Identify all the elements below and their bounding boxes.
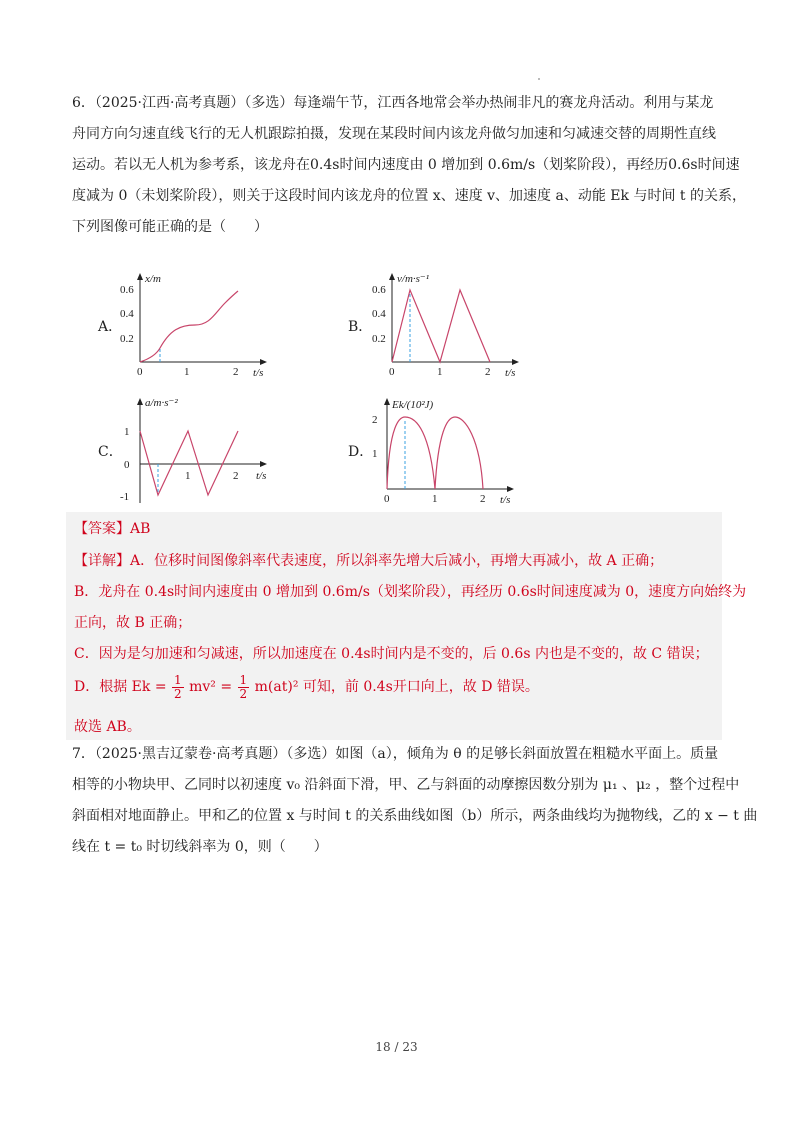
graph-d-ytick: 1 [372, 448, 378, 460]
graph-b-ytick: 0.2 [372, 333, 386, 345]
graph-d-xtick: 2 [480, 493, 486, 505]
graph-d-xtick: 1 [432, 493, 438, 505]
detail-5-mid: mv² = [189, 679, 233, 695]
question-7-text [72, 739, 758, 863]
graph-b-xlabel: t/s [505, 367, 516, 379]
graph-c-ylabel: a/m·s⁻² [145, 397, 178, 409]
frac-numerator: 1 [174, 672, 182, 687]
graph-a-xtick: 1 [184, 366, 190, 378]
graph-b-curve [392, 290, 490, 362]
page-number: 18 / 23 [375, 1040, 418, 1054]
detail-line-2: B．龙舟在 0.4s时间内速度由 0 增加到 0.6m/s（划桨阶段），再经历 0.6s时间速度减为 0，速度方向始终为 [74, 584, 747, 600]
graph-c-ytick: 0 [124, 459, 130, 471]
graph-a-xlabel: t/s [253, 367, 264, 379]
graph-b-xtick: 1 [437, 366, 443, 378]
answer-line: 【答案】AB [74, 521, 151, 537]
frac-denominator: 2 [174, 686, 182, 701]
option-a-label: A． [98, 319, 123, 335]
graph-a-xtick: 0 [137, 366, 143, 378]
graph-a-ytick: 0.4 [120, 308, 134, 320]
fraction-one-half [238, 674, 250, 701]
option-d-label: D． [348, 444, 374, 460]
option-c-label: C． [98, 444, 123, 460]
graph-a-ytick: 0.6 [120, 284, 134, 296]
graph-d-ytick: 2 [372, 414, 378, 426]
fraction-one-half [172, 674, 184, 701]
graph-d-curve [387, 417, 483, 489]
graph-c-xtick: 1 [185, 470, 191, 482]
option-b-label: B． [348, 319, 373, 335]
graph-c-curve [140, 431, 238, 495]
detail-line-5 [74, 672, 539, 702]
graph-b-ylabel: v/m·s⁻¹ [397, 273, 430, 285]
graph-a-curve [140, 291, 238, 362]
graph-b-xtick: 0 [389, 366, 395, 378]
question-6-line: 度减为 0（未划桨阶段），则关于这段时间内该龙舟的位置 x、速度 v、加速度 a、动能 Ek 与时间 t 的关系， [72, 188, 746, 204]
frac-numerator: 1 [239, 672, 248, 687]
graph-b [362, 268, 532, 378]
graph-a [110, 268, 280, 378]
question-6-line: 运动。若以无人机为参考系，该龙舟在0.4s时间内速度由 0 增加到 0.6m/s（划桨阶段），再经历0.6s时间速 [72, 157, 740, 173]
graph-c-ytick: 1 [124, 426, 130, 438]
question-7-line: 线在 t = t₀ 时切线斜率为 0，则（ ） [72, 839, 328, 855]
detail-line-1: 【详解】A．位移时间图像斜率代表速度，所以斜率先增大后减小，再增大再减小，故 A 正确； [74, 553, 664, 569]
graph-b-ytick: 0.4 [372, 308, 386, 320]
graph-c-xtick: 2 [233, 470, 239, 482]
question-6-line: 6．（2025·江西·高考真题）（多选）每逢端午节，江西各地常会举办热闹非凡的赛龙舟活动。利用与某龙 [72, 95, 714, 111]
graph-d-xlabel: t/s [500, 494, 511, 506]
question-6-line: 下列图像可能正确的是（ ） [72, 219, 268, 235]
question-7-line: 斜面相对地面静止。甲和乙的位置 x 与时间 t 的关系曲线如图（b）所示，两条曲线均为抛物线，乙的 x − t 曲 [72, 808, 758, 824]
decorative-dot [538, 78, 540, 80]
detail-line-4: C．因为是匀加速和匀减速，所以加速度在 0.4s时间内是不变的，后 0.6s 内也是不变的，故 C 错误； [74, 646, 709, 662]
graph-d-xtick: 0 [384, 493, 390, 505]
detail-line-3: 正向，故 B 正确； [74, 615, 192, 631]
graph-c-ytick: -1 [120, 491, 130, 503]
detail-5-prefix: D．根据 Ek = [74, 679, 167, 695]
graph-c [110, 393, 280, 508]
question-6-text [72, 88, 746, 243]
graph-a-xtick: 2 [233, 366, 239, 378]
graph-d-ylabel: Ek/(10²J) [392, 399, 434, 411]
graph-a-ytick: 0.2 [120, 333, 134, 345]
graph-c-xlabel: t/s [256, 470, 267, 482]
question-6-line: 舟同方向匀速直线飞行的无人机跟踪拍摄，发现在某段时间内该龙舟做匀加速和匀减速交替的周期性直线 [72, 126, 716, 142]
graph-a-ylabel: x/m [145, 273, 161, 285]
question-7-line: 相等的小物块甲、乙同时以初速度 v₀ 沿斜面下滑，甲、乙与斜面的动摩擦因数分别为 μ₁ 、μ₂ ，整个过程中 [72, 777, 740, 793]
conclusion-line: 故选 AB。 [74, 719, 141, 735]
frac-denominator: 2 [239, 686, 248, 701]
graph-b-xtick: 2 [485, 366, 491, 378]
graph-b-ytick: 0.6 [372, 284, 386, 296]
graph-d [362, 393, 532, 508]
detail-5-suffix: m(at)² 可知，前 0.4s开口向上，故 D 错误。 [254, 679, 539, 695]
question-7-line: 7．（2025·黑吉辽蒙卷·高考真题）（多选）如图（a），倾角为 θ 的足够长斜面放置在粗糙水平面上。质量 [72, 746, 719, 762]
